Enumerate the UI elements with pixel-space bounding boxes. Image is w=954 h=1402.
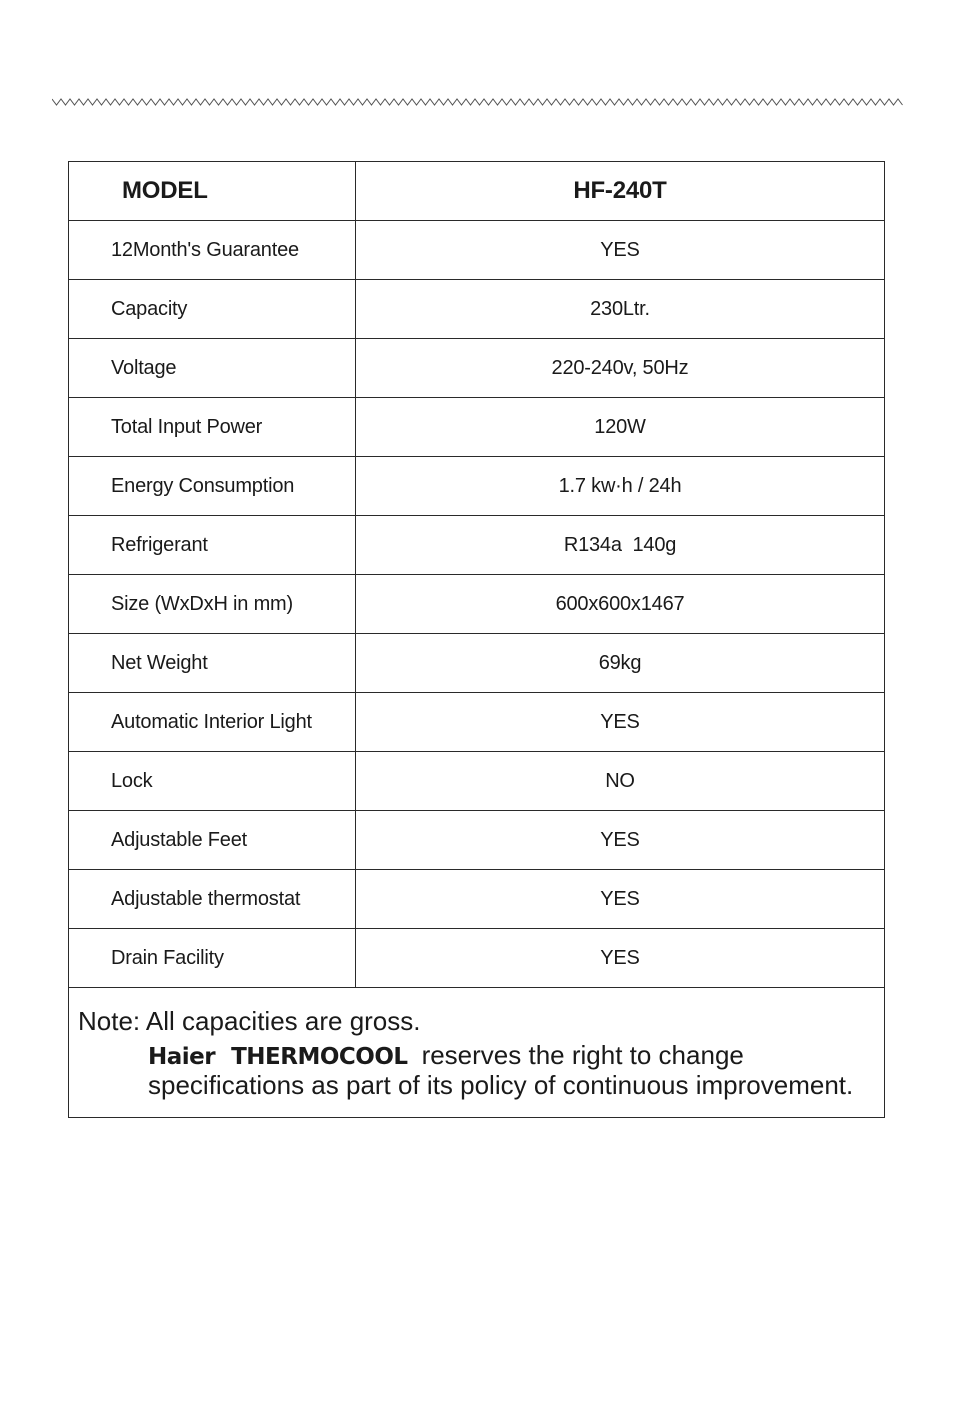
- spec-row: [69, 516, 885, 575]
- brand-logo: [148, 1044, 408, 1070]
- spec-label: Size (WxDxH in mm): [69, 575, 356, 634]
- note-disclaimer-line: [148, 1040, 744, 1071]
- spec-value: 220-240v, 50Hz: [356, 339, 885, 398]
- model-header-label: MODEL: [69, 162, 356, 221]
- spec-row: [69, 634, 885, 693]
- spec-row: [69, 811, 885, 870]
- spec-value: YES: [356, 221, 885, 280]
- spec-value: YES: [356, 929, 885, 988]
- spec-label: Energy Consumption: [69, 457, 356, 516]
- spec-label: Voltage: [69, 339, 356, 398]
- spec-row: [69, 339, 885, 398]
- spec-label: Drain Facility: [69, 929, 356, 988]
- spec-value: 1.7 kw·h / 24h: [356, 457, 885, 516]
- spec-label: Refrigerant: [69, 516, 356, 575]
- spec-label: Adjustable thermostat: [69, 870, 356, 929]
- spec-value: R134a 140g: [356, 516, 885, 575]
- spec-header-row: [69, 162, 885, 221]
- spec-row: [69, 398, 885, 457]
- disclaimer-text: reserves the right to change: [421, 1040, 744, 1070]
- brand-logo-haier: Haier: [148, 1044, 216, 1070]
- spec-value: NO: [356, 752, 885, 811]
- spec-label: Net Weight: [69, 634, 356, 693]
- spec-value: YES: [356, 870, 885, 929]
- spec-label: Automatic Interior Light: [69, 693, 356, 752]
- spec-label: 12Month's Guarantee: [69, 221, 356, 280]
- spec-row: [69, 280, 885, 339]
- model-header-value: HF-240T: [356, 162, 885, 221]
- disclaimer-text-continued: specifications as part of its policy of continuous improvement.: [148, 1070, 854, 1100]
- brand-logo-thermocool: THERMOCOOL: [231, 1044, 408, 1070]
- spec-row: [69, 693, 885, 752]
- note-text: Note: All capacities are gross.: [78, 1006, 421, 1036]
- spec-value: YES: [356, 693, 885, 752]
- spec-row: [69, 575, 885, 634]
- decorative-zigzag-divider: [52, 96, 904, 108]
- spec-label: Capacity: [69, 280, 356, 339]
- spec-label: Lock: [69, 752, 356, 811]
- spec-row: [69, 752, 885, 811]
- spec-row: [69, 870, 885, 929]
- spec-row: [69, 457, 885, 516]
- spec-row: [69, 929, 885, 988]
- spec-value: 69kg: [356, 634, 885, 693]
- note-row: [69, 988, 885, 1118]
- spec-value: 120W: [356, 398, 885, 457]
- spec-value: 600x600x1467: [356, 575, 885, 634]
- spec-table: [68, 161, 885, 1118]
- spec-value: 230Ltr.: [356, 280, 885, 339]
- spec-value: YES: [356, 811, 885, 870]
- spec-label: Total Input Power: [69, 398, 356, 457]
- spec-label: Adjustable Feet: [69, 811, 356, 870]
- spec-row: [69, 221, 885, 280]
- note-cell: [69, 988, 885, 1118]
